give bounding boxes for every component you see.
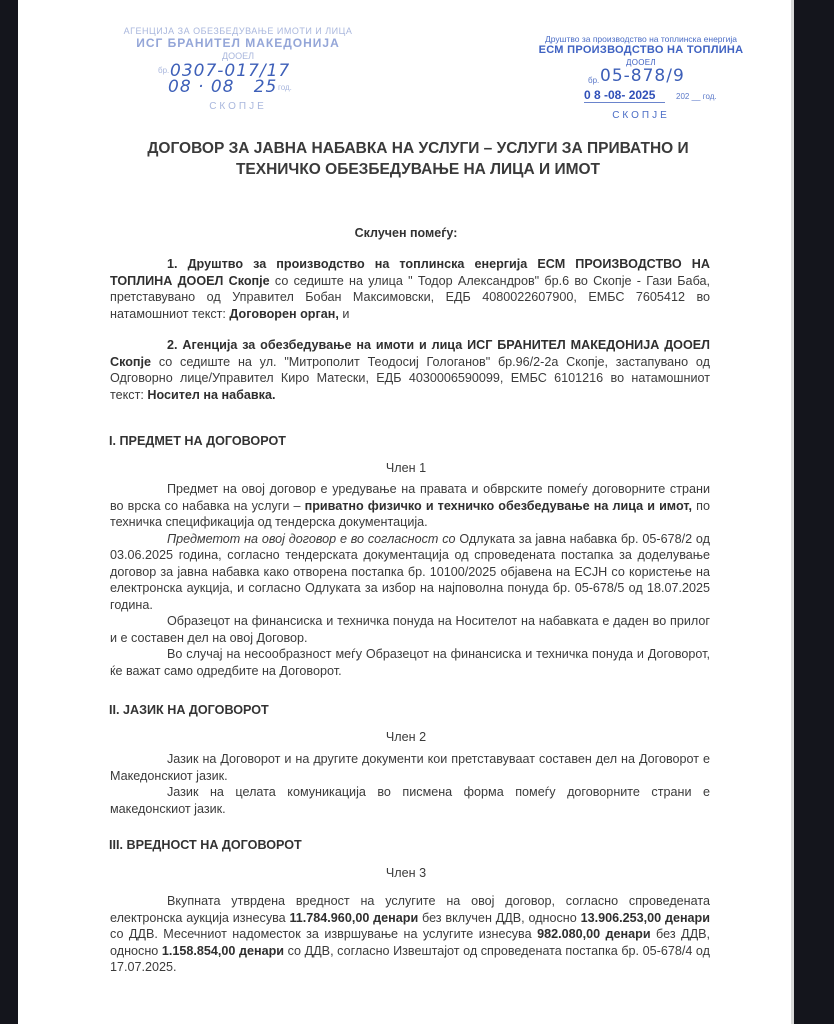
monthly-fee-without-vat: 982.080,00 денари — [537, 927, 651, 941]
total-value-without-vat: 11.784.960,00 денари — [289, 910, 419, 925]
stamp-right-date: 0 8 -08- 2025 — [584, 88, 665, 103]
stamp-left-year-suffix: год. — [278, 83, 292, 92]
stamp-right-number-block — [526, 68, 756, 108]
stamp-left-date: 08 · 08 25 — [168, 77, 278, 97]
document-page — [18, 0, 794, 1024]
article-2-paragraph-2: Јазик на целата комуникација во писмена форма помеѓу договорните страни е македонскиот јазик. — [110, 785, 710, 816]
stamp-left-line1: АГЕНЦИЈА ЗА ОБЕЗБЕДУВАЊЕ ИМОТИ И ЛИЦА — [123, 26, 353, 36]
article-1-paragraph-2: Предметот на овој договор е во согласност со Одлуката за јавна набавка бр. 05-678/2 од 03.06.2025 година, согласно тендерската документација од спроведената постапка за доделување договор за јавна набавка како отворена постапка бр. 10100/2025 објавена на ЕСЈН со користење на електронска аукција, и согласно Одлуката за избор на најповолна понуда бр. 05-678/5 од 18.07.2025 година. — [110, 531, 710, 612]
article-1-paragraph-1: Предмет на овој договор е уредување на правата и обврските помеѓу договорните страни во врска со набавка на услуги – приватно физичко и техничко обезбедување на лица и имот, по техничка спецификација од тендерска документација. — [110, 482, 710, 529]
stamp-contracting-authority — [526, 34, 756, 121]
concluded-between-label: Склучен помеѓу: — [354, 226, 458, 240]
article-1-body — [110, 481, 710, 679]
stamp-left-number-prefix: бр. — [158, 66, 170, 75]
stamp-left-number: 0307-017/17 — [170, 61, 291, 81]
party-1-paragraph: 1. Друштво за производство на топлинска енергија ЕСМ ПРОИЗВОДСТВО НА ТОПЛИНА ДООЕЛ Скопје со седиште на улица " Тодор Александров" бр.6 во Скопје - Гази Баба, претставувано од Управител Бобан Максимовски, ЕДБ 4080022607900, ЕМБС 7605412 во натамошниот текст: Договорен орган, и — [110, 257, 710, 321]
stamp-contractor — [118, 26, 358, 112]
monthly-fee-with-vat: 1.158.854,00 денари — [161, 943, 285, 958]
stamp-right-line1: Друштво за производство на топлинска енергија — [544, 34, 738, 44]
article-2-body — [110, 751, 710, 817]
total-value-with-vat: 13.906.253,00 денари — [580, 910, 710, 925]
stamp-left-line2: ИСГ БРАНИТЕЛ МАКЕДОНИЈА — [136, 36, 340, 50]
section-heading-value: III. ВРЕДНОСТ НА ДОГОВОРОТ — [109, 838, 302, 852]
stamp-left-line3: ДООЕЛ — [221, 51, 254, 61]
stamp-right-number: 05-878/9 — [600, 66, 685, 86]
section-heading-language: II. ЈАЗИК НА ДОГОВОРОТ — [109, 703, 269, 717]
article-1-paragraph-4: Во случај на несообразност меѓу Образецот на финансиска и техничка понуда и Договорот, ќе важат само одредбите на Договорот. — [110, 647, 710, 678]
article-3-body: Вкупната утврдена вредност на услугите на овој договор, согласно спроведената електронска аукција изнесува 11.784.960,00 денари без вклучен ДДВ, односно 13.906.253,00 денари со ДДВ. Месечниот надоместок за извршување на услугите изнесува 982.080,00 денари без ДДВ, односно 1.158.854,00 денари со ДДВ, согласно Извештајот од спроведената постапка бр. 05-678/4 од 17.07.2025. — [110, 894, 710, 974]
stamp-right-city: СКОПЈЕ — [612, 110, 670, 121]
stamp-left-city: СКОПЈЕ — [209, 101, 267, 112]
document-title: ДОГОВОР ЗА ЈАВНА НАБАВКА НА УСЛУГИ – УСЛУГИ ЗА ПРИВАТНО И ТЕХНИЧКО ОБЕЗБЕДУВАЊЕ НА ЛИЦА И ИМОТ — [147, 140, 689, 178]
party-2-paragraph: 2. Агенција за обезбедување на имоти и лица ИСГ БРАНИТЕЛ МАКЕДОНИЈА ДООЕЛ Скопје со седиште на ул. "Митрополит Теодосиј Гологанов" бр.96/2-2а Скопје, застапувано од Одговорно лице/Управител Киро Матески, ЕДБ 4030006590099, ЕМБС 6101216 во натамошниот текст: Носител на набавка. — [110, 338, 710, 402]
article-1-label: Член 1 — [385, 461, 427, 475]
article-2-paragraph-1: Јазик на Договорот и на другите документи кои претставуваат составен дел на Договорот е Македонскиот јазик. — [110, 752, 710, 783]
section-heading-subject: I. ПРЕДМЕТ НА ДОГОВОРОТ — [109, 434, 286, 448]
stamp-right-line2: ЕСМ ПРОИЗВОДСТВО НА ТОПЛИНА ДООЕЛ — [538, 44, 744, 67]
stamp-right-year: 202 __ год. — [676, 92, 717, 101]
stamp-right-number-prefix: бр. — [588, 76, 600, 85]
article-1-paragraph-3: Образецот на финансиска и техничка понуда на Носителот на набавката е даден во прилог и е составен дел на овој Договор. — [110, 614, 710, 645]
stamp-left-number-block — [118, 61, 358, 101]
article-3-label: Член 3 — [385, 866, 427, 880]
article-2-label: Член 2 — [385, 730, 427, 744]
